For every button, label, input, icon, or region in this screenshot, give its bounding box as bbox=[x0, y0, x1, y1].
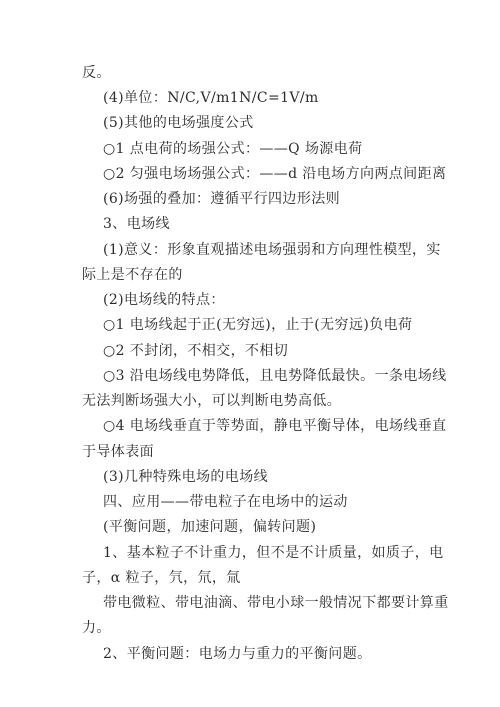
text-line: (4)单位：N/C,V/m1N/C=1V/m bbox=[103, 90, 319, 106]
text-line: 反。 bbox=[82, 65, 111, 81]
text-line: 无法判断场强大小，可以判断电势高低。 bbox=[82, 393, 342, 409]
text-line: ○1 电场线起于正(无穷远)，止于(无穷远)负电荷 bbox=[103, 317, 413, 333]
text-line: 于导体表面 bbox=[82, 444, 154, 460]
text-line: 1、基本粒子不计重力，但不是不计质量，如质子，电 bbox=[103, 545, 444, 561]
text-line: 际上是不存在的 bbox=[82, 267, 183, 283]
text-line: (1)意义：形象直观描述电场强弱和方向理性模型，实 bbox=[103, 242, 441, 258]
text-line: ○1 点电荷的场强公式：——Q 场源电荷 bbox=[103, 141, 363, 157]
text-line: (3)几种特殊电场的电场线 bbox=[103, 469, 269, 485]
text-line: ○4 电场线垂直于等势面，静电平衡导体，电场线垂直 bbox=[103, 418, 447, 434]
text-line: (5)其他的电场强度公式 bbox=[103, 115, 254, 131]
text-line: ○2 不封闭，不相交，不相切 bbox=[103, 343, 289, 359]
text-line: (平衡问题，加速问题，偏转问题) bbox=[103, 519, 317, 535]
text-line: 力。 bbox=[82, 620, 111, 636]
text-line: ○3 沿电场线电势降低，且电势降低最快。一条电场线 bbox=[103, 368, 447, 384]
text-line: 2、平衡问题：电场力与重力的平衡问题。 bbox=[103, 646, 372, 662]
section-heading: 3、电场线 bbox=[103, 216, 170, 232]
text-line: 子，α 粒子，氕，氘，氚 bbox=[82, 570, 241, 586]
text-line: ○2 匀强电场场强公式：——d 沿电场方向两点间距离 bbox=[103, 166, 447, 182]
section-heading: 四、应用——带电粒子在电场中的运动 bbox=[103, 494, 348, 510]
text-line: 带电微粒、带电油滴、带电小球一般情况下都要计算重 bbox=[103, 595, 449, 611]
text-line: (6)场强的叠加：遵循平行四边形法则 bbox=[103, 191, 341, 207]
text-line: (2)电场线的特点： bbox=[103, 292, 225, 308]
